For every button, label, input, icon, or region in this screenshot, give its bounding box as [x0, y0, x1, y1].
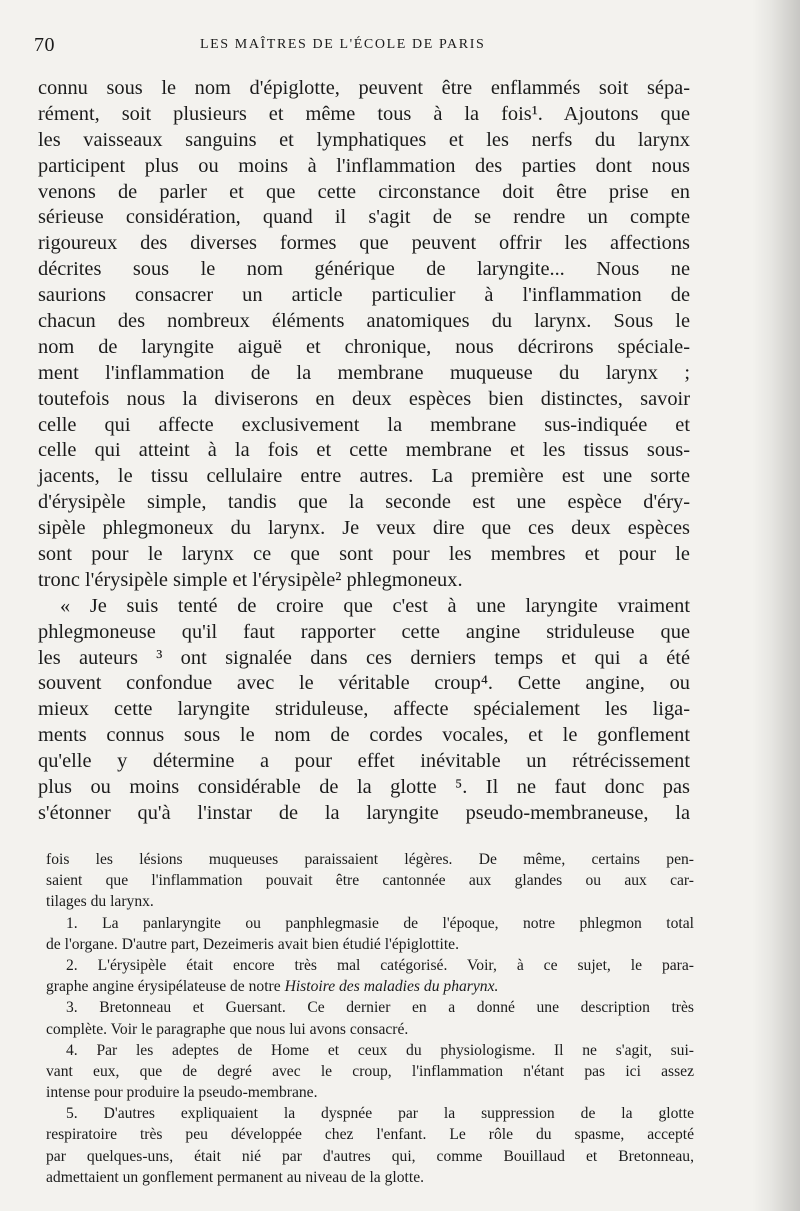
text-line: mieux cette laryngite striduleuse, affecte spécialement les liga- [38, 698, 690, 721]
text-line: chacun des nombreux éléments anatomiques du larynx. Sous le [38, 310, 690, 333]
footnote-line: 4. Par les adeptes de Home et ceux du physiologisme. Il ne s'agit, sui- [66, 1041, 694, 1059]
text-line: celle qui atteint à la fois et cette membrane et les tissus sous- [38, 439, 690, 462]
footnote-line: vant eux, que de degré avec le croup, l'inflammation n'étant pas ici assez [46, 1062, 694, 1080]
footnote-line: fois les lésions muqueuses paraissaient légères. De même, certains pen- [46, 851, 694, 868]
footnote-line: 5. D'autres expliquaient la dyspnée par la suppression de la glotte [66, 1105, 694, 1123]
footnote-line: 3. Bretonneau et Guersant. Ce dernier en a donné une description très [66, 999, 694, 1017]
text-line: les auteurs ³ ont signalée dans ces derniers temps et qui a été [38, 646, 690, 669]
page-number: 70 [34, 34, 55, 56]
text-line: souvent confondue avec le véritable croup⁴. Cette angine, ou [38, 672, 690, 695]
text-line: sipèle phlegmoneux du larynx. Je veux dire que ces deux espèces [38, 517, 690, 540]
scan-shadow [752, 0, 800, 1211]
footnote-text: graphe angine érysipélateuse de notre [46, 978, 281, 996]
footnote-line: tilages du larynx. [46, 893, 154, 911]
main-text [38, 76, 690, 827]
text-line: qu'elle y détermine a pour effet inévitable un rétrécissement [38, 750, 690, 773]
text-line: plus ou moins considérable de la glotte ⁵. Il ne faut donc pas [38, 776, 690, 799]
text-line: nom de laryngite aiguë et chronique, nous décrirons spéciale- [38, 335, 690, 358]
footnote-line: complète. Voir le paragraphe que nous lui avons consacré. [46, 1020, 409, 1038]
footnote-line [46, 976, 694, 997]
running-title: LES MAÎTRES DE L'ÉCOLE DE PARIS [200, 37, 486, 52]
text-line: rément, soit plusieurs et même tous à la fois¹. Ajoutons que [38, 102, 690, 125]
text-line: « Je suis tenté de croire que c'est à une laryngite vraiment [60, 594, 690, 617]
book-title: Histoire des maladies du pharynx. [284, 978, 499, 996]
text-line: jacents, le tissu cellulaire entre autres. La première est une sorte [38, 465, 690, 488]
text-line: sérieuse considération, quand il s'agit de se rendre un compte [38, 206, 690, 229]
text-line: décrites sous le nom générique de laryngite... Nous ne [38, 258, 690, 281]
footnotes [46, 849, 694, 1188]
text-line: rigoureux des diverses formes que peuvent offrir les affections [38, 232, 690, 255]
text-line: s'étonner qu'à l'instar de la laryngite pseudo-membraneuse, la [38, 801, 690, 824]
footnote-line: respiratoire très peu développée chez l'enfant. Le rôle du spasme, accepté [46, 1126, 694, 1144]
footnote-line: par quelques-uns, était nié par d'autres qui, comme Bouillaud et Bretonneau, [46, 1147, 694, 1165]
footnote-line: de l'organe. D'autre part, Dezeimeris avait bien étudié l'épiglottite. [46, 935, 459, 953]
footnote-line: admettaient un gonflement permanent au niveau de la glotte. [46, 1168, 425, 1186]
text-line: saurions consacrer un article particulier à l'inflammation de [38, 284, 690, 307]
footnote-line: saient que l'inflammation pouvait être cantonnée aux glandes ou aux car- [46, 872, 694, 890]
running-head [34, 34, 698, 56]
text-line: participent plus ou moins à l'inflammation des parties dont nous [38, 154, 690, 177]
text-line: venons de parler et que cette circonstance doit être prise en [38, 180, 690, 203]
footnote-line: 2. L'érysipèle était encore très mal catégorisé. Voir, à ce sujet, le para- [66, 956, 694, 974]
text-line: ments connus sous le nom de cordes vocales, et le gonflement [38, 724, 690, 747]
text-line: connu sous le nom d'épiglotte, peuvent être enflammés soit sépa- [38, 77, 690, 99]
text-line: les vaisseaux sanguins et lymphatiques et les nerfs du larynx [38, 128, 690, 151]
text-line: phlegmoneuse qu'il faut rapporter cette angine striduleuse que [38, 620, 690, 643]
text-line: tronc l'érysipèle simple et l'érysipèle² phlegmoneux. [38, 568, 463, 591]
text-line: toutefois nous la diviserons en deux espèces bien distinctes, savoir [38, 387, 690, 410]
footnote-line: intense pour produire la pseudo-membrane. [46, 1084, 318, 1102]
text-line: ment l'inflammation de la membrane muqueuse du larynx ; [38, 361, 690, 384]
text-line: d'érysipèle simple, tandis que la seconde est une espèce d'éry- [38, 491, 690, 514]
text-line: sont pour le larynx ce que sont pour les membres et pour le [38, 543, 690, 566]
text-line: celle qui affecte exclusivement la membrane sus-indiquée et [38, 413, 690, 436]
footnote-line: 1. La panlaryngite ou panphlegmasie de l'époque, notre phlegmon total [66, 914, 694, 932]
